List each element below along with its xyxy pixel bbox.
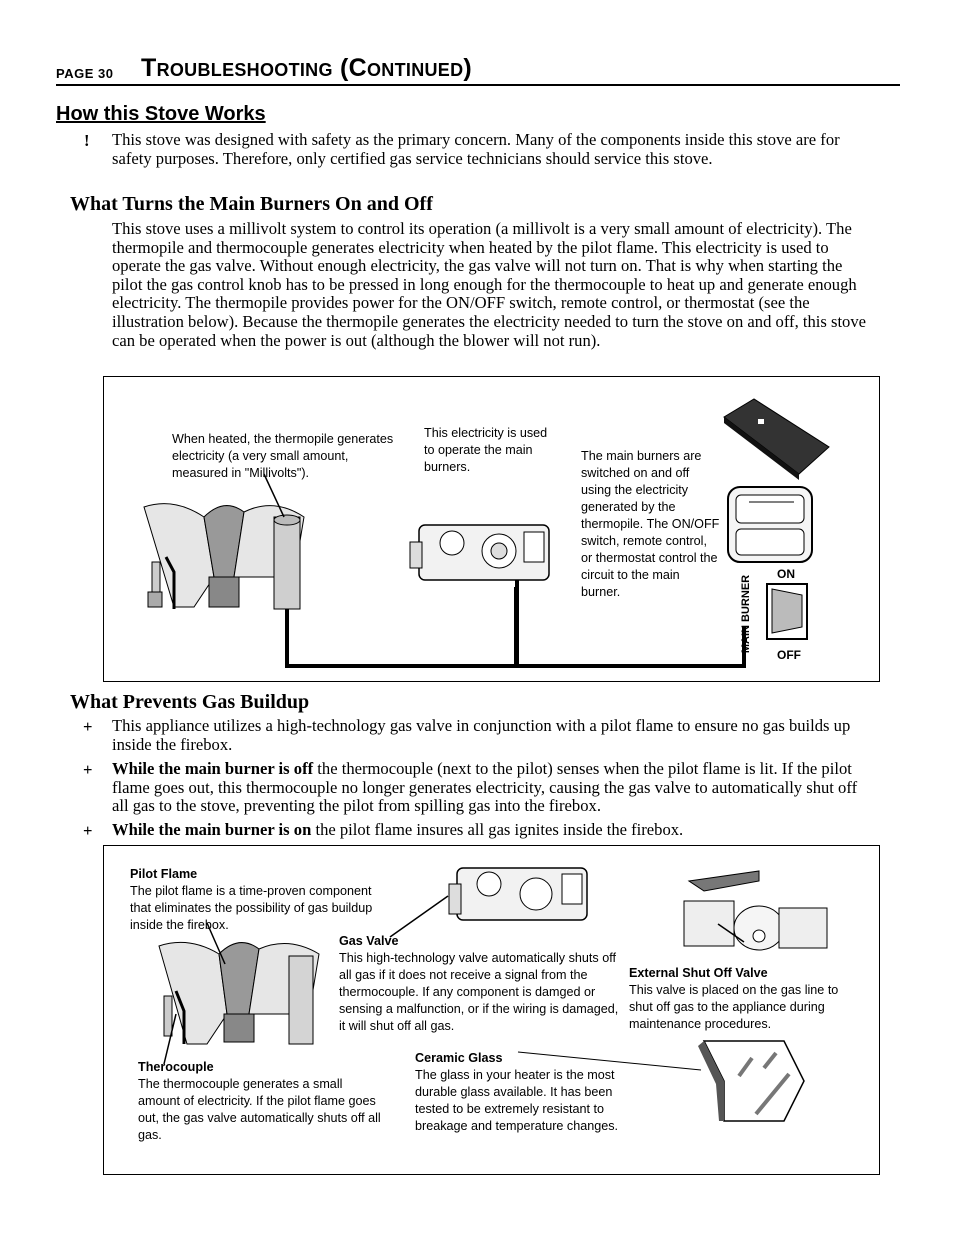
thermostat-illustration — [728, 487, 812, 562]
caption-pilot-flame: Pilot Flame The pilot flame is a time-proven component that eliminates the possibility of gas buildup inside the firebox. — [130, 867, 373, 932]
gas-buildup-item-2: While the main burner is off the thermocouple (next to the pilot) senses when the pilot flame is lit. If the pilot flame goes out, this thermocouple no longer generates electricity, causing the gas valve to automatically shut off all gas to the stove, preventing the pilot from spilling gas into the firebox. — [112, 759, 858, 816]
bullet-plus-3: + — [83, 821, 93, 840]
main-burners-text: This stove uses a millivolt system to control its operation (a millivolt is a very small amount of electricity). The thermopile and thermocouple generates electricity when heated by the pilot flame. This electricity is used to operate the gas valve. Without enough electricity, the gas valve will not turn on. That is why when starting the pilot the gas control knob has to be pressed in long enough for the thermocouple to heat up and generate enough electricity. The thermopile provides power for the ON/OFF switch, remote control, or thermostat (see the illustration below). Because the thermopile generates the electricity needed to turn the stove on and off, this stove can be operated when the power is out (although the blower will not run). — [112, 219, 867, 350]
shutoff-valve-illustration — [684, 871, 827, 950]
bullet-plus-2: + — [83, 760, 93, 779]
gas-buildup-item-1: This appliance utilizes a high-technology gas valve in conjunction with a pilot flame to ensure no gas builds up inside the firebox. — [112, 716, 851, 754]
caption-external-shutoff: External Shut Off Valve This valve is placed on the gas line to shut off gas to the appliance during maintenance procedures. — [629, 966, 839, 1031]
caption-ceramic-glass: Ceramic Glass The glass in your heater is the most durable glass available. It has been tested to be extremely resistant to breakage and temperature changes. — [415, 1051, 619, 1133]
section-heading-how-it-works: How this Stove Works — [56, 103, 266, 125]
caption-thermocouple: Therocouple The thermocouple generates a small amount of electricity. If the pilot flame goes out, the gas valve automatically shuts off all gas. — [138, 1060, 381, 1142]
bullet-plus-1: + — [83, 717, 93, 736]
gas-valve-illustration — [410, 525, 549, 580]
page-header — [56, 54, 900, 86]
millivolt-diagram-art — [104, 377, 879, 681]
page-title: Troubleshooting (Continued) — [141, 54, 473, 82]
safety-components-diagram — [103, 845, 880, 1175]
switch-on-label: ON — [777, 567, 795, 581]
bullet-exclamation: ! — [84, 131, 90, 150]
on-off-switch-illustration — [767, 584, 807, 639]
ceramic-glass-illustration — [698, 1041, 804, 1121]
caption-electricity: This electricity is used to operate the main burners. — [424, 426, 548, 474]
remote-control-illustration — [724, 399, 829, 480]
section-heading-main-burners: What Turns the Main Burners On and Off — [70, 193, 433, 215]
pilot-flame-illustration — [159, 942, 319, 1044]
caption-thermopile: When heated, the thermopile generates electricity (a very small amount, measured in "Millivolts"). — [172, 432, 394, 480]
gas-valve-illustration-2 — [449, 868, 587, 920]
how-it-works-text: This stove was designed with safety as the primary concern. Many of the components inside this stove are for safety purposes. Therefore, only certified gas service technicians should service this stove. — [112, 130, 840, 168]
pilot-assembly-illustration — [144, 504, 304, 609]
page-number: PAGE 30 — [56, 66, 114, 81]
gas-buildup-item-3: While the main burner is on the pilot flame insures all gas ignites inside the firebox. — [112, 820, 684, 839]
caption-main-burners-switched: The main burners are switched on and off using the electricity generated by the thermopile. The ON/OFF switch, remote control, or thermostat control the circuit to the main burner. — [581, 449, 720, 599]
switch-off-label: OFF — [777, 648, 801, 662]
section-heading-gas-buildup: What Prevents Gas Buildup — [70, 691, 310, 713]
switch-main-burner-label: MAIN BURNER — [740, 574, 752, 654]
millivolt-diagram — [103, 376, 880, 682]
caption-gas-valve: Gas Valve This high-technology valve automatically shuts off all gas if it does not receive a signal from the thermocouple. If any component is damged or sensing a malfunction, or if the wiring is damaged, it will shut off all gas. — [339, 934, 619, 1033]
